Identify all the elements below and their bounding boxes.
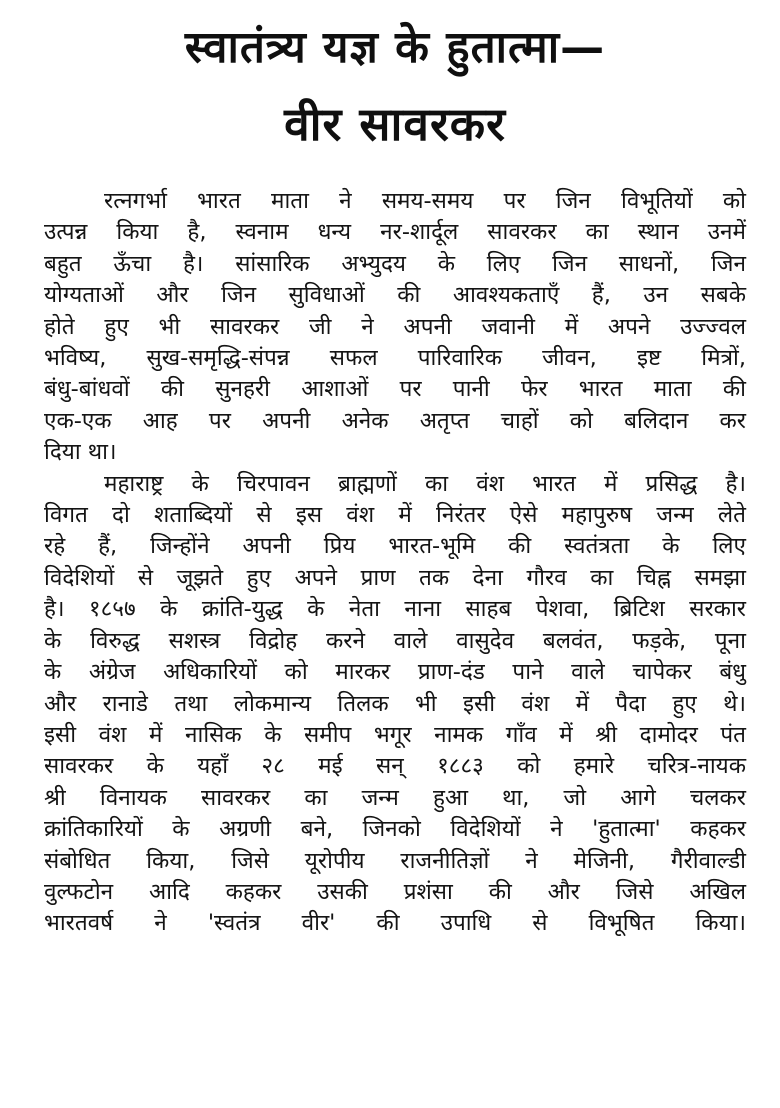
text-line: क्रांतिकारियों के अग्रणी बने, जिनको विदेशियों ने 'हुतात्मा' कहकर bbox=[44, 816, 746, 843]
text-line: रहे हैं, जिन्होंने अपनी प्रिय भारत-भूमि की स्वतंत्रता के लिए bbox=[44, 533, 746, 560]
text-line: इसी वंश में नासिक के समीप भगूर नामक गाँव में श्री दामोदर पंत bbox=[44, 721, 746, 748]
article-title-line-1: स्वातंत्र्य यज्ञ के हुतात्मा— bbox=[184, 22, 606, 73]
text-line: विगत दो शताब्दियों से इस वंश में निरंतर ऐसे महापुरुष जन्म लेते bbox=[44, 502, 746, 529]
text-line: संबोधित किया, जिसे यूरोपीय राजनीतिज्ञों ने मेजिनी, गैरीवाल्डी bbox=[44, 847, 746, 874]
text-line: होते हुए भी सावरकर जी ने अपनी जवानी में अपने उज्ज्वल bbox=[44, 313, 746, 340]
text-line: विदेशियों से जूझते हुए अपने प्राण तक देना गौरव का चिह्न समझा bbox=[44, 564, 746, 591]
text-line: बंधु-बांधवों की सुनहरी आशाओं पर पानी फेर भारत माता की bbox=[44, 376, 746, 403]
article-title-line-2: वीर सावरकर bbox=[284, 97, 506, 151]
text-line: के अंग्रेज अधिकारियों को मारकर प्राण-दंड पाने वाले चापेकर बंधु bbox=[44, 659, 746, 686]
text-line: उत्पन्न किया है, स्वनाम धन्य नर-शार्दूल सावरकर का स्थान उनमें bbox=[44, 219, 746, 246]
text-line: सावरकर के यहाँ २८ मई सन् १८८३ को हमारे चरित्र-नायक bbox=[44, 753, 746, 780]
paragraph-1 bbox=[44, 186, 746, 469]
text-line: भविष्य, सुख-समृद्धि-संपन्न सफल पारिवारिक जीवन, इष्ट मित्रों, bbox=[44, 345, 746, 372]
text-line: बहुत ऊँचा है। सांसारिक अभ्युदय के लिए जिन साधनों, जिन bbox=[44, 250, 746, 277]
text-line: महाराष्ट्र के चिरपावन ब्राह्मणों का वंश भारत में प्रसिद्ध है। bbox=[104, 470, 746, 497]
text-line: के विरुद्ध सशस्त्र विद्रोह करने वाले वासुदेव बलवंत, फड़के, पूना bbox=[44, 627, 746, 654]
text-line: और रानाडे तथा लोकमान्य तिलक भी इसी वंश में पैदा हुए थे। bbox=[44, 690, 746, 717]
article-body bbox=[44, 186, 746, 940]
text-line: एक-एक आह पर अपनी अनेक अतृप्त चाहों को बलिदान कर bbox=[44, 407, 746, 434]
text-line: श्री विनायक सावरकर का जन्म हुआ था, जो आगे चलकर bbox=[44, 784, 746, 811]
text-line: दिया था। bbox=[44, 439, 117, 466]
text-line: भारतवर्ष ने 'स्वतंत्र वीर' की उपाधि से विभूषित किया। bbox=[44, 910, 746, 937]
text-line: वुल्फटोन आदि कहकर उसकी प्रशंसा की और जिसे अखिल bbox=[44, 878, 746, 905]
text-line: योग्यताओं और जिन सुविधाओं की आवश्यकताएँ हैं, उन सबके bbox=[44, 282, 746, 309]
text-line: रत्नगर्भा भारत माता ने समय-समय पर जिन विभूतियों को bbox=[104, 188, 746, 214]
text-line: है। १८५७ के क्रांति-युद्ध के नेता नाना साहब पेशवा, ब्रिटिश सरकार bbox=[44, 596, 746, 623]
paragraph-2 bbox=[44, 469, 746, 940]
